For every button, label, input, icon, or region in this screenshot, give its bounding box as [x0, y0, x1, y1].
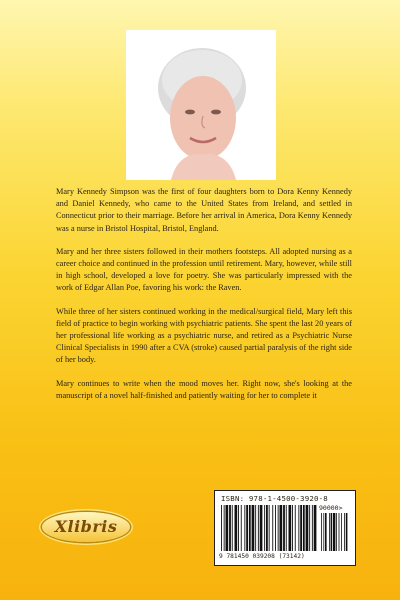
- price-code: 90000>: [319, 504, 343, 512]
- ean-digits: 9 781450 039208 (73142): [219, 553, 305, 560]
- author-photo: [126, 30, 276, 180]
- bio-paragraph: While three of her sisters continued working in the medical/surgical field, Mary left this field of practice to begin working with psychiatric patients. She spent the last 20 years of her professional life working as a psychiatric nurse, and retired as a Psychiatric Nurse Clinical Specialists in 1990 after a CVA (stroke) caused partial paralysis of the right side of her body.: [56, 306, 352, 365]
- publisher-logo: Xlibris: [42, 512, 130, 542]
- bio-paragraph: Mary continues to write when the mood moves her. Right now, she's looking at the manuscript of a novel half-finished and patiently waiting for her to complete it: [56, 378, 352, 400]
- isbn-barcode: [214, 490, 356, 566]
- bio-paragraph: Mary and her three sisters followed in their mothers footsteps. All adopted nursing as a career choice and continued in the profession until retirement. Mary, however, while still in high school, developed a love for poetry. She was particularly impressed with the work of Edgar Allan Poe, favoring his work: the Raven.: [56, 246, 352, 293]
- bio-paragraph: Mary Kennedy Simpson was the first of four daughters born to Dora Kenny Kennedy and Daniel Kennedy, who came to the United States from Ireland, and settled in Connecticut prior to their marriage. Before her arrival in America, Dora Kenny Kennedy was a nurse in Bristol Hospital, Bristol, England.: [56, 187, 352, 233]
- author-bio: [56, 186, 352, 413]
- barcode-bars: [221, 505, 349, 553]
- isbn-label: ISBN: 978-1-4500-3920-8: [221, 494, 328, 503]
